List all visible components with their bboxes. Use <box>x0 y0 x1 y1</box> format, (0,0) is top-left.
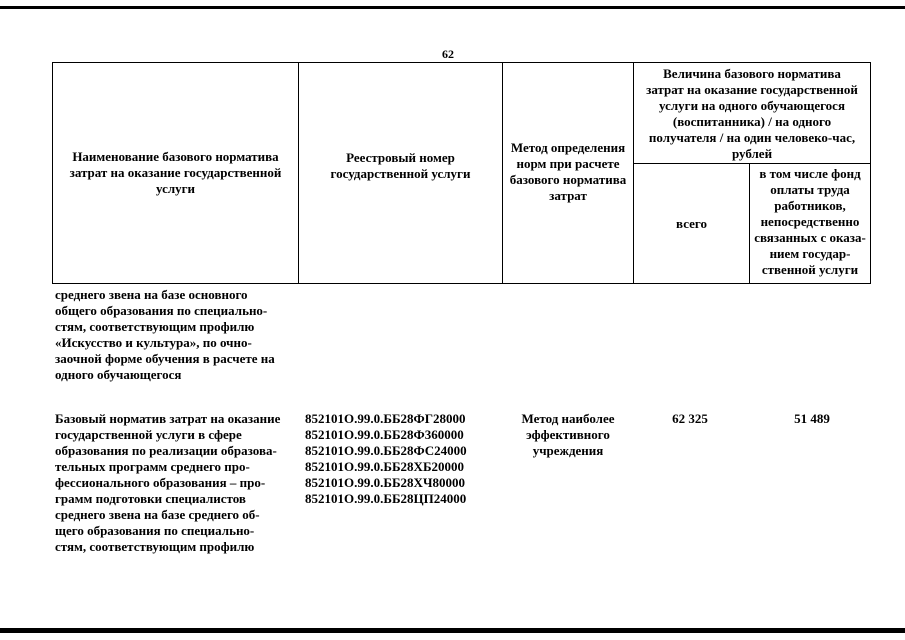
header-wage-line: в том числе фонд <box>759 166 861 181</box>
row-total-value: 62 325 <box>672 411 708 426</box>
header-value-line: затрат на оказание государственной <box>646 82 858 97</box>
continuation-text <box>55 287 298 383</box>
header-value-line: рублей <box>731 146 773 161</box>
header-value-line: (воспитанника) / на одного <box>672 114 832 129</box>
continuation-line: общего образования по специально- <box>55 303 268 318</box>
header-cell-wage <box>750 164 871 284</box>
continuation-line: «Искусство и культура», по очно- <box>55 335 252 350</box>
registry-code: 852101О.99.0.ББ28Ф360000 <box>305 427 464 442</box>
row-name-line: образования по реализации образова- <box>55 443 277 458</box>
row-name-line: среднего звена на базе среднего об- <box>55 507 260 522</box>
header-wage-line: связанных с оказа- <box>754 230 866 245</box>
top-border-line <box>0 6 905 9</box>
row-name-cell <box>55 411 300 555</box>
header-method-line: затрат <box>549 188 587 203</box>
header-table <box>52 62 871 284</box>
page-number: 62 <box>442 47 454 61</box>
header-method-line: базового норматива <box>509 172 627 187</box>
header-method-line: Метод определения <box>510 140 626 155</box>
header-value-line: Величина базового норматива <box>663 66 841 81</box>
continuation-line: среднего звена на базе основного <box>55 287 248 302</box>
header-wage-line: нием государ- <box>769 246 851 261</box>
header-cell-method <box>503 63 634 284</box>
row-name-line: стям, соответствующим профилю <box>55 539 255 554</box>
header-cell-registry <box>299 63 503 284</box>
registry-code: 852101О.99.0.ББ28ХЧ80000 <box>305 475 465 490</box>
row-method-line: учреждения <box>532 443 604 458</box>
header-total-label: всего <box>676 215 707 231</box>
header-name-line: затрат на оказание государственной <box>69 165 282 180</box>
header-name-line: Наименование базового норматива <box>72 149 279 164</box>
header-value-line: услуги на одного обучающегося <box>659 98 845 113</box>
header-registry-line: Реестровый номер <box>346 150 455 165</box>
row-registry-codes <box>305 411 505 507</box>
row-method-cell <box>508 411 628 459</box>
row-wage-value: 51 489 <box>794 411 830 426</box>
row-name-line: тельных программ среднего про- <box>55 459 250 474</box>
row-name-line: щего образования по специально- <box>55 523 255 538</box>
row-method-line: Метод наиболее <box>521 411 615 426</box>
row-method-line: эффективного <box>526 427 610 442</box>
header-cell-total <box>634 164 750 284</box>
header-method-line: норм при расчете <box>516 156 620 171</box>
registry-code: 852101О.99.0.ББ28ЦП24000 <box>305 491 467 506</box>
header-cell-value <box>634 63 871 164</box>
registry-code: 852101О.99.0.ББ28ФГ28000 <box>305 411 466 426</box>
continuation-line: одного обучающегося <box>55 367 182 382</box>
header-wage-line: ственной услуги <box>761 262 859 277</box>
row-name-line: фессионального образования – про- <box>55 475 266 490</box>
header-registry-line: государственной услуги <box>330 166 471 181</box>
registry-code: 852101О.99.0.ББ28ХБ20000 <box>305 459 465 474</box>
header-wage-line: оплаты труда <box>770 182 850 197</box>
continuation-line: заочной форме обучения в расчете на <box>55 351 275 366</box>
header-wage-line: непосредственно <box>760 214 860 229</box>
registry-code: 852101О.99.0.ББ28ФС24000 <box>305 443 467 458</box>
bottom-border-line <box>0 628 905 633</box>
header-wage-line: работников, <box>774 198 846 213</box>
row-name-line: Базовый норматив затрат на оказание <box>55 411 281 426</box>
row-name-line: государственной услуги в сфере <box>55 427 242 442</box>
header-name-line: услуги <box>155 181 196 196</box>
row-name-line: грамм подготовки специалистов <box>55 491 246 506</box>
header-cell-name <box>53 63 299 284</box>
header-value-line: получателя / на один человеко-час, <box>648 130 856 145</box>
continuation-line: стям, соответствующим профилю <box>55 319 255 334</box>
